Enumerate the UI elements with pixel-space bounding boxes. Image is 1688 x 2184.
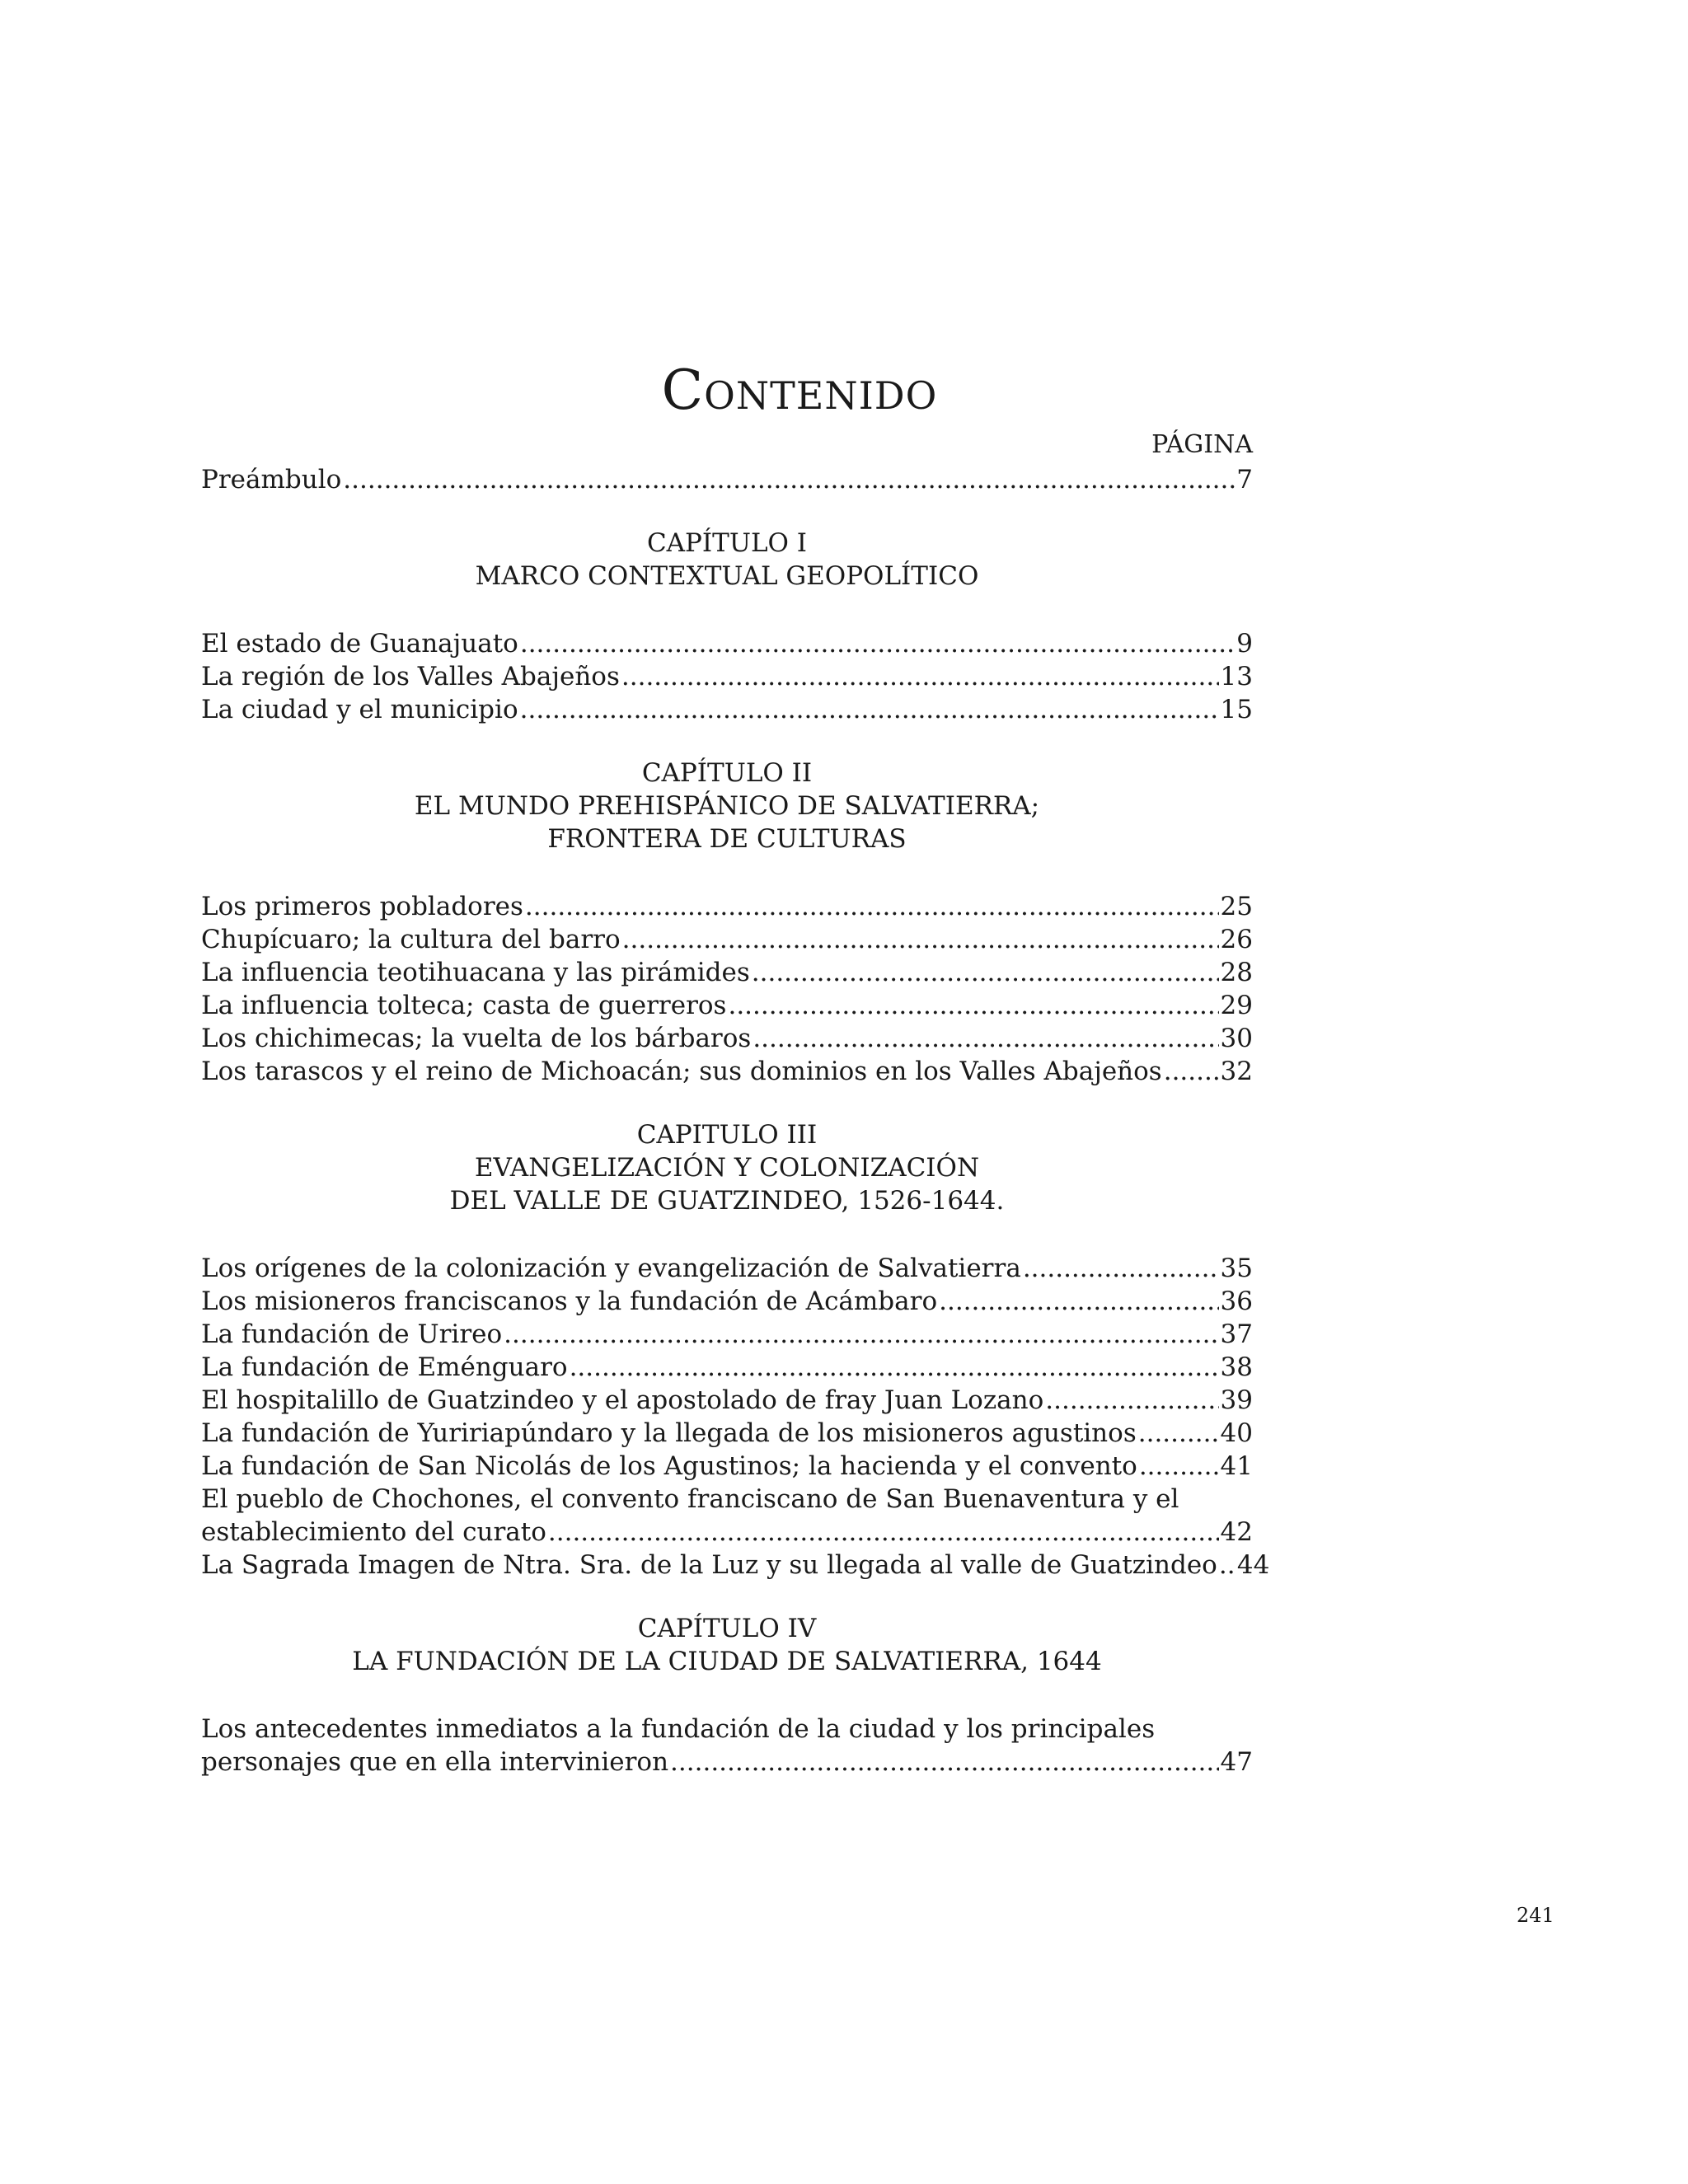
toc-entry-page: 36 — [1220, 1286, 1253, 1316]
page-number: 241 — [1517, 1904, 1554, 1927]
toc-entry-preamble[interactable] — [201, 463, 1253, 496]
chapter-heading — [201, 757, 1253, 855]
toc-entry-text: Los tarascos y el reino de Michoacán; sus dominios en los Valles Abajeños — [201, 1057, 1162, 1086]
toc-entry[interactable] — [201, 890, 1253, 923]
toc-entry-page: 47 — [1220, 1747, 1253, 1777]
dot-leader — [1138, 1417, 1219, 1450]
toc-entry-page: 40 — [1220, 1418, 1253, 1448]
chapter-title-line: FRONTERA DE CULTURAS — [547, 824, 907, 854]
chapter-heading — [201, 1118, 1253, 1217]
toc-entry-page: 44 — [1236, 1550, 1270, 1580]
dot-leader — [753, 1022, 1218, 1055]
toc-entry-text: La influencia tolteca; casta de guerreros — [201, 991, 727, 1020]
toc-entry[interactable] — [201, 1022, 1253, 1055]
toc-entry[interactable] — [201, 660, 1253, 693]
toc-entry[interactable] — [201, 1417, 1253, 1450]
toc-entry-page: 42 — [1220, 1517, 1253, 1547]
chapter-number: CAPITULO III — [636, 1120, 818, 1150]
chapter-title-line: EL MUNDO PREHISPÁNICO DE SALVATIERRA; — [414, 791, 1040, 821]
toc-entry-text: La región de los Valles Abajeños — [201, 662, 620, 691]
toc-entry-page: 15 — [1220, 695, 1253, 724]
dot-leader — [570, 1351, 1219, 1384]
chapter-number: CAPÍTULO II — [641, 758, 813, 788]
toc-entry-page: 26 — [1220, 925, 1253, 954]
dot-leader — [520, 693, 1219, 726]
toc-entry-page: 35 — [1220, 1254, 1253, 1283]
toc-entry-page: 28 — [1220, 958, 1253, 987]
table-of-contents — [201, 463, 1270, 1779]
toc-entry-page: 39 — [1220, 1385, 1253, 1415]
dot-leader — [343, 463, 1235, 496]
chapter-number: CAPÍTULO IV — [637, 1614, 817, 1643]
toc-entry-text-line1: Los antecedentes inmediatos a la fundación de la ciudad y los principales — [201, 1714, 1156, 1744]
toc-entry-text: Chupícuaro; la cultura del barro — [201, 925, 621, 954]
chapter-title-line: LA FUNDACIÓN DE LA CIUDAD DE SALVATIERRA, 1644 — [352, 1647, 1102, 1676]
toc-entry[interactable] — [201, 1285, 1253, 1318]
dot-leader — [1219, 1549, 1236, 1582]
toc-entry-text: El hospitalillo de Guatzindeo y el apostolado de fray Juan Lozano — [201, 1385, 1044, 1415]
toc-entry[interactable] — [201, 923, 1253, 956]
toc-entry[interactable] — [201, 989, 1253, 1022]
toc-entry-text: establecimiento del curato — [201, 1517, 546, 1547]
toc-entry-page: 38 — [1220, 1352, 1253, 1382]
dot-leader — [1164, 1055, 1219, 1088]
toc-entry[interactable] — [201, 1252, 1253, 1285]
chapter-title-line: EVANGELIZACIÓN Y COLONIZACIÓN — [474, 1153, 980, 1183]
toc-entry-page: 30 — [1220, 1024, 1253, 1053]
toc-entry-page: 9 — [1236, 629, 1253, 658]
page-column-header: PÁGINA — [1151, 430, 1253, 459]
toc-entry-text-line1: El pueblo de Chochones, el convento franciscano de San Buenaventura y el — [201, 1484, 1179, 1514]
dot-leader — [504, 1318, 1218, 1351]
dot-leader — [520, 627, 1235, 660]
toc-entry-text: Los misioneros franciscanos y la fundación de Acámbaro — [201, 1286, 938, 1316]
toc-entry-text: Los primeros pobladores — [201, 892, 523, 921]
toc-entry-page: 25 — [1220, 892, 1253, 921]
chapter-title-line: DEL VALLE DE GUATZINDEO, 1526-1644. — [449, 1186, 1005, 1216]
toc-entry-text: La ciudad y el municipio — [201, 695, 518, 724]
dot-leader — [525, 890, 1219, 923]
toc-entry-text: La fundación de Eménguaro — [201, 1352, 568, 1382]
toc-entry-page: 7 — [1236, 465, 1253, 494]
dot-leader — [622, 923, 1219, 956]
toc-entry[interactable] — [201, 1549, 1270, 1582]
toc-entry[interactable] — [201, 1450, 1253, 1483]
toc-entry[interactable] — [201, 956, 1253, 989]
dot-leader — [548, 1516, 1219, 1549]
toc-entry-text: La influencia teotihuacana y las pirámides — [201, 958, 750, 987]
toc-entry-text: Los chichimecas; la vuelta de los bárbaros — [201, 1024, 752, 1053]
dot-leader — [752, 956, 1219, 989]
chapter-heading — [201, 527, 1253, 593]
chapter-list — [201, 527, 1270, 1779]
dot-leader — [1023, 1252, 1219, 1285]
dot-leader — [728, 989, 1218, 1022]
dot-leader — [1139, 1450, 1219, 1483]
toc-entry-text: Los orígenes de la colonización y evangelización de Salvatierra — [201, 1254, 1021, 1283]
chapter-heading — [201, 1612, 1253, 1678]
toc-entry[interactable] — [201, 1318, 1253, 1351]
chapter-number: CAPÍTULO I — [646, 528, 808, 558]
toc-entry-text: El estado de Guanajuato — [201, 629, 518, 658]
dot-leader — [670, 1746, 1219, 1779]
toc-entry[interactable] — [201, 1384, 1253, 1417]
dot-leader — [621, 660, 1219, 693]
toc-entry-page: 37 — [1220, 1319, 1253, 1349]
toc-entry[interactable] — [201, 1746, 1253, 1779]
toc-entry[interactable] — [201, 693, 1253, 726]
toc-entry-text: La Sagrada Imagen de Ntra. Sra. de la Luz y su llegada al valle de Guatzindeo — [201, 1550, 1217, 1580]
toc-entry[interactable] — [201, 1351, 1253, 1384]
toc-entry-page: 13 — [1220, 662, 1253, 691]
toc-entry-page: 29 — [1220, 991, 1253, 1020]
toc-entry[interactable] — [201, 1055, 1253, 1088]
dot-leader — [1045, 1384, 1218, 1417]
toc-entry-text: La fundación de Urireo — [201, 1319, 503, 1349]
toc-entry-page: 41 — [1220, 1451, 1253, 1481]
toc-entry[interactable] — [201, 1516, 1253, 1549]
toc-entry-text: personajes que en ella intervinieron — [201, 1747, 669, 1777]
toc-entry[interactable] — [201, 627, 1253, 660]
toc-entry-text: La fundación de Yuririapúndaro y la llegada de los misioneros agustinos — [201, 1418, 1137, 1448]
toc-entry-text: Preámbulo — [201, 465, 342, 494]
toc-entry-text: La fundación de San Nicolás de los Agustinos; la hacienda y el convento — [201, 1451, 1137, 1481]
dot-leader — [939, 1285, 1218, 1318]
toc-entry-page: 32 — [1220, 1057, 1253, 1086]
page-title: Contenido — [661, 359, 938, 422]
chapter-title-line: MARCO CONTEXTUAL GEOPOLÍTICO — [475, 561, 979, 591]
